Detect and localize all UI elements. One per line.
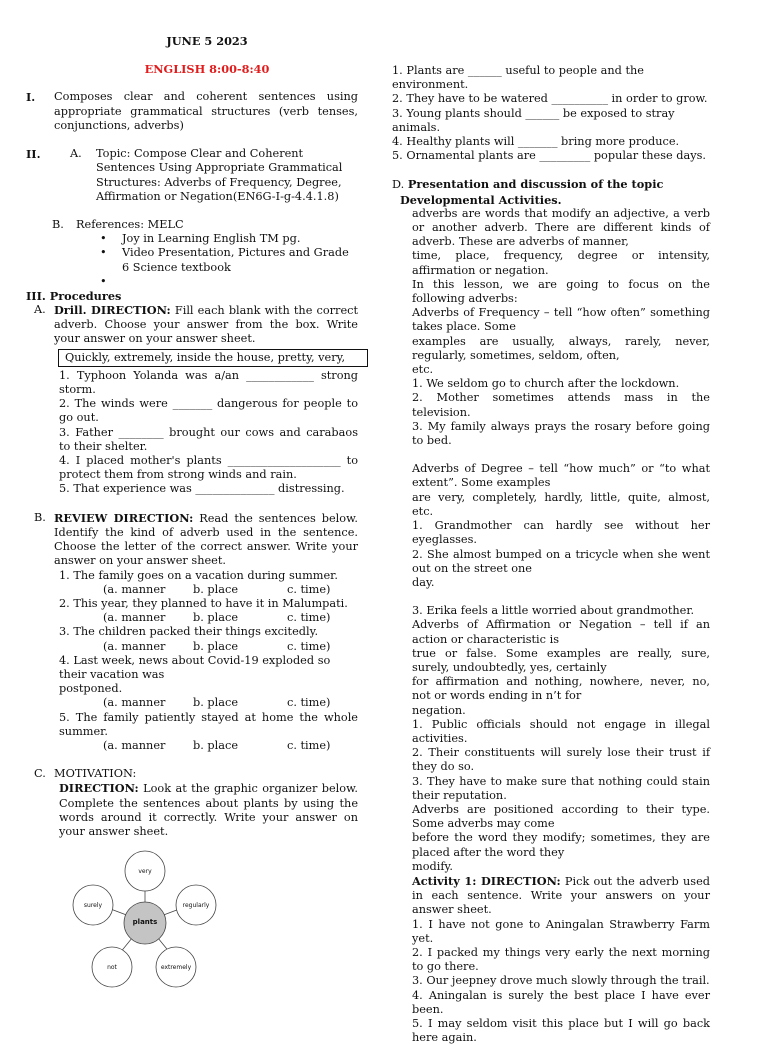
presentation-line: for affirmation and nothing, nowhere, never, no, not or words ending in n’t for (412, 675, 710, 703)
reference-item (122, 275, 358, 289)
presentation-line: true or false. Some examples are really, sure, surely, undoubtedly, yes, certainly (412, 646, 710, 674)
activity1-item: 5. I may seldom visit this place but I will go back here again. (412, 1017, 710, 1045)
presentation-line: negation. (412, 703, 466, 717)
review-choices (59, 739, 358, 753)
motivation-section (26, 767, 358, 781)
objective-numeral: I. (26, 90, 36, 105)
activity1-item: 1. I have not gone to Aningalan Strawberry Farm yet. (412, 917, 710, 945)
review-choices (59, 583, 358, 597)
reference-item: • Joy in Learning English TM pg. (122, 232, 358, 246)
review-section (26, 511, 358, 569)
drill-item: 1. Typhoon Yolanda was a/an ____________ strong storm. (59, 368, 358, 397)
presentation-line: examples are usually, always, rarely, never, regularly, sometimes, seldom, often, (412, 334, 710, 362)
review-label: B. (34, 510, 46, 524)
drill-item: 3. Father ________ brought our cows and carabaos to their shelter. (59, 425, 358, 453)
motivation-sentences (392, 64, 710, 163)
choice-manner: (a. manner (103, 639, 166, 653)
graphic-organizer (60, 847, 230, 997)
topic-label: A. (70, 147, 82, 161)
references-title: References: MELC (76, 218, 184, 232)
review-item: 5. The family patiently stayed at home the whole summer. (59, 710, 358, 738)
presentation-label: D. (392, 178, 405, 192)
content-numeral: II. (26, 147, 41, 162)
presentation-line: 2. She almost bumped on a tricycle when she went out on the street one (412, 547, 710, 575)
presentation-line: modify. (412, 859, 454, 873)
class-schedule: ENGLISH 8:00-8:40 (144, 62, 270, 77)
reference-item: • Video Presentation, Pictures and Grade 6 Science textbook (122, 246, 358, 274)
choice-time: c. time) (287, 738, 331, 752)
presentation-line: 3. They have to make sure that nothing could stain their reputation. (412, 774, 710, 802)
presentation-heading: Presentation and discussion of the topic (407, 177, 664, 192)
drill-items (26, 369, 358, 497)
topic-text: Topic: Compose Clear and Coherent Sentences Using Appropriate Grammatical Structures: Adverbs of Frequency, Degree, Affirmation or Negation(EN6G-I-g-4.4.1.8) (96, 147, 343, 203)
activity1-block (412, 874, 710, 918)
presentation-line: etc. (412, 363, 434, 377)
choice-place: b. place (193, 582, 239, 596)
organizer-word: extremely (160, 964, 192, 972)
presentation-subheading: Developmental Activities. (400, 192, 562, 207)
presentation-line: 3. Erika feels a little worried about grandmother. (412, 604, 695, 618)
drill-heading: Drill. DIRECTION: (54, 303, 171, 318)
review-choices (59, 611, 358, 625)
choice-time: c. time) (287, 582, 331, 596)
review-choices (59, 696, 358, 710)
presentation-line: Adverbs of Frequency – tell “how often” something takes place. Some (412, 306, 710, 334)
presentation-line: adverbs are words that modify an adjective, a verb or another adverb. There are different kinds of adverb. These are adverbs of manner, (412, 206, 710, 249)
motivation-direction-block (26, 781, 358, 839)
objective-text: Composes clear and coherent sentences using appropriate grammatical structures (verb tenses, conjunctions, adverbs) (54, 90, 358, 132)
topic-row (26, 147, 358, 204)
choice-time: c. time) (287, 639, 331, 653)
objective-section (26, 90, 358, 133)
motivation-heading: DIRECTION: (59, 781, 139, 796)
review-item: 2. This year, they planned to have it in Malumpati. (59, 596, 348, 610)
motivation-sentence: 5. Ornamental plants are _________ popular these days. (392, 149, 707, 163)
review-items (26, 569, 358, 754)
presentation-line: day. (412, 575, 435, 589)
presentation-line: before the word they modify; sometimes, they are placed after the word they (412, 831, 710, 859)
presentation-line: are very, completely, hardly, little, quite, almost, etc. (412, 490, 710, 518)
presentation-line: Adverbs of Degree – tell “how much” or “to what extent”. Some examples (412, 462, 710, 490)
motivation-direction: Look at the graphic organizer below. Complete the sentences about plants by using the words around it correctly. Write your answer on your answer sheet. (59, 782, 358, 838)
review-direction: Read the sentences below. Identify the kind of adverb used in the sentence. Choose the letter of the correct answer. Write your answer on your answer sheet. (54, 511, 358, 568)
references-row (26, 218, 358, 232)
drill-label: A. (34, 303, 46, 317)
presentation-line: time, place, frequency, degree or intensity, affirmation or negation. (412, 249, 710, 277)
presentation-line: In this lesson, we are going to focus on the following adverbs: (412, 277, 710, 306)
drill-item: 5. That experience was ______________ distressing. (59, 482, 345, 496)
word-box: Quickly, extremely, inside the house, pretty, very, (58, 349, 368, 367)
activity1-item: 3. Our jeepney drove much slowly through the trail. (412, 974, 710, 988)
presentation-line: Adverbs of Affirmation or Negation – tell if an action or characteristic is (412, 618, 710, 646)
activity1-item: 4. Aningalan is surely the best place I have ever been. (412, 988, 710, 1016)
left-column (26, 34, 358, 997)
choice-place: b. place (193, 611, 239, 625)
presentation-line: Adverbs are positioned according to their type. Some adverbs may come (412, 802, 710, 831)
review-item: 4. Last week, news about Covid-19 exploded so their vacation was (59, 653, 331, 681)
review-choices (59, 640, 358, 654)
choice-manner: (a. manner (103, 611, 166, 625)
choice-place: b. place (193, 738, 239, 752)
presentation-line: 2. Mother sometimes attends mass in the television. (412, 391, 710, 419)
review-item-cont: postponed. (59, 682, 123, 696)
motivation-sentence: 4. Healthy plants will _______ bring more produce. (392, 135, 680, 149)
presentation-line: 1. We seldom go to church after the lockdown. (412, 377, 680, 391)
drill-item: 4. I placed mother's plants ____________________ to protect them from strong winds and rain. (59, 454, 358, 482)
motivation-sentence: 1. Plants are ______ useful to people and the environment. (392, 64, 644, 92)
motivation-sentence: 3. Young plants should ______ be exposed to stray animals. (392, 106, 675, 134)
motivation-title: MOTIVATION: (54, 767, 137, 781)
choice-place: b. place (193, 639, 239, 653)
activity1-item: 2. I packed my things very early the next morning to go there. (412, 945, 710, 974)
presentation-line: 1. Public officials should not engage in illegal activities. (412, 717, 710, 745)
drill-section (26, 303, 358, 347)
presentation-line: 2. Their constituents will surely lose their trust if they do so. (412, 746, 710, 774)
organizer-center: plants (132, 918, 158, 927)
organizer-word: surely (83, 902, 103, 910)
drill-direction: Fill each blank with the correct adverb. Choose your answer from the box. Write your answer on your answer sheet. (54, 304, 359, 346)
motivation-label: C. (34, 767, 46, 781)
motivation-sentence: 2. They have to be watered __________ in order to grow. (392, 92, 708, 106)
procedures-title: III. Procedures (26, 288, 122, 303)
lesson-date: JUNE 5 2023 (166, 34, 248, 48)
choice-time: c. time) (287, 611, 331, 625)
choice-manner: (a. manner (103, 696, 166, 710)
review-item: 1. The family goes on a vacation during summer. (59, 568, 338, 582)
references-label: B. (52, 218, 64, 232)
choice-manner: (a. manner (103, 582, 166, 596)
organizer-word: very (138, 868, 152, 876)
review-item: 3. The children packed their things excitedly. (59, 625, 319, 639)
references-list (26, 232, 358, 289)
activity1-direction: Pick out the adverb used in each sentence. Write your answers on your answer sheet. (412, 874, 710, 917)
drill-item: 2. The winds were _______ dangerous for people to go out. (59, 397, 358, 425)
organizer-word: not (107, 964, 117, 972)
review-heading: REVIEW DIRECTION: (54, 510, 194, 525)
choice-time: c. time) (287, 696, 331, 710)
presentation-line: 3. My family always prays the rosary before going to bed. (412, 419, 710, 448)
choice-manner: (a. manner (103, 738, 166, 752)
activity1-heading: Activity 1: DIRECTION: (412, 873, 561, 888)
choice-place: b. place (193, 696, 239, 710)
presentation-line: 1. Grandmother can hardly see without her eyeglasses. (412, 519, 710, 547)
presentation-header (392, 177, 710, 192)
organizer-word: regularly (182, 902, 210, 910)
right-column (392, 64, 710, 1045)
presentation-body (392, 207, 710, 1045)
